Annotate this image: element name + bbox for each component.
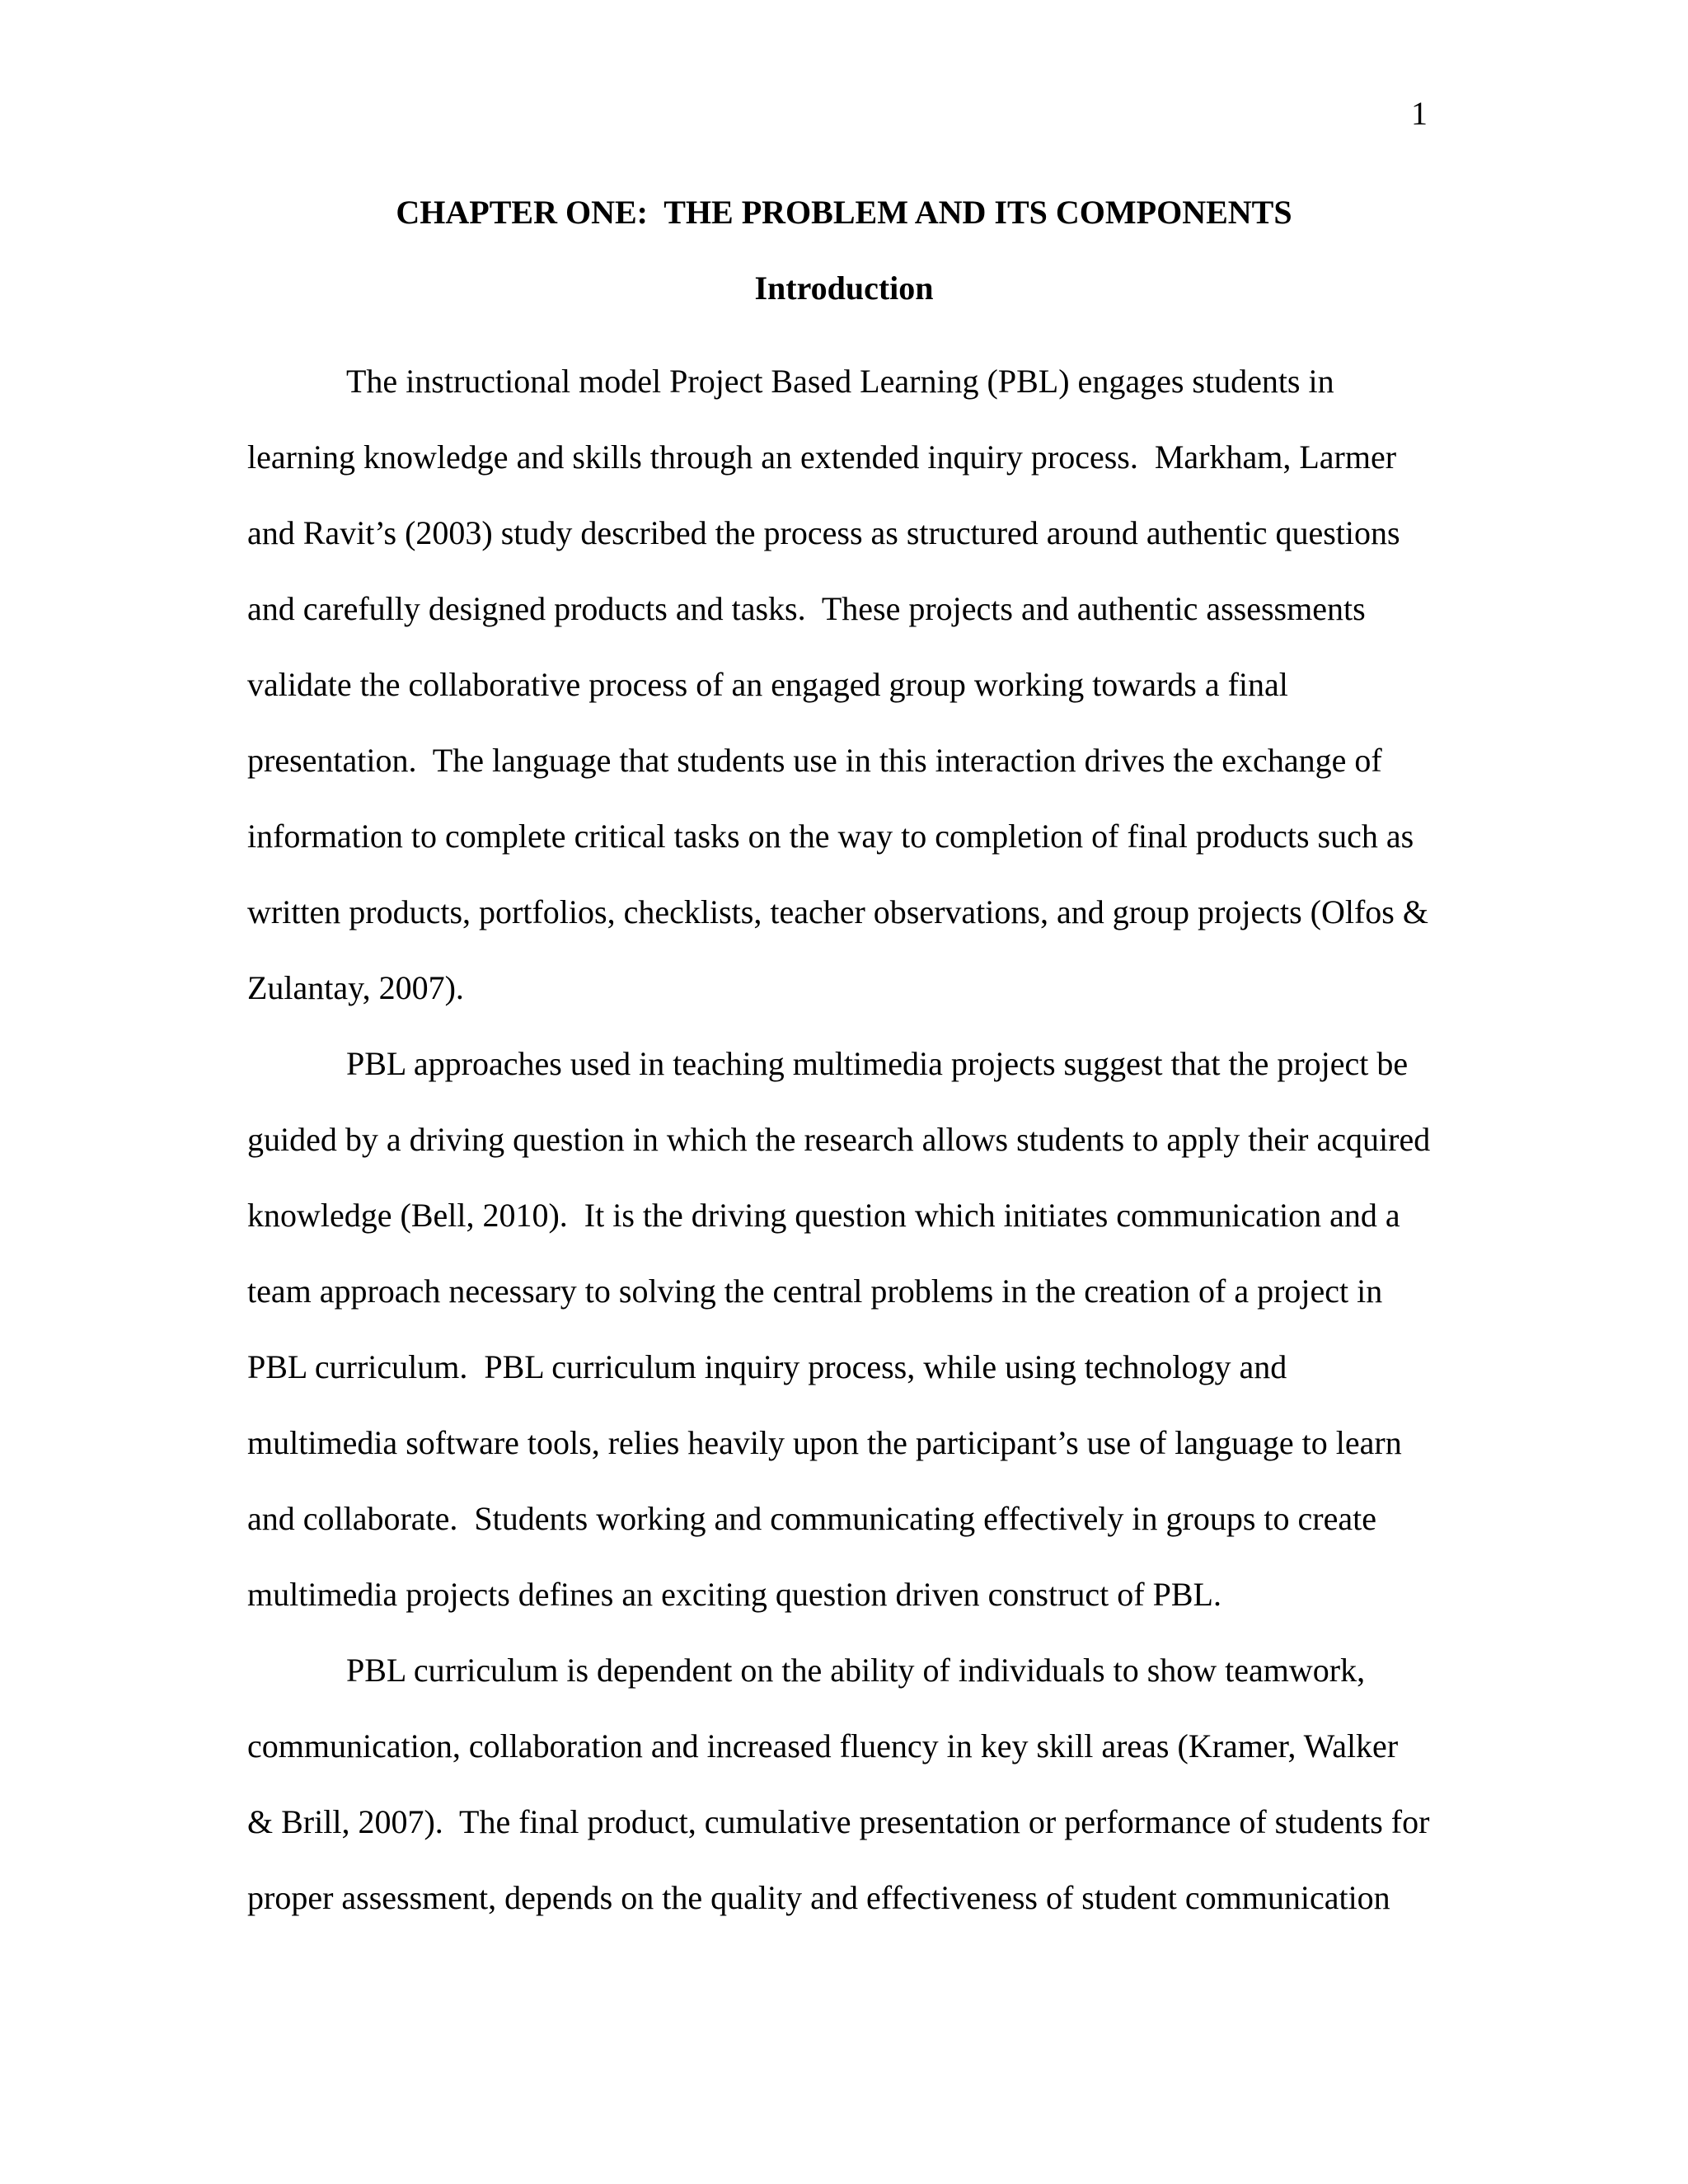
paragraph-3 [247, 1633, 1428, 1936]
body-text [247, 344, 1431, 1936]
paragraph-line: Zulantay, 2007). [247, 969, 464, 1006]
paragraph-line: multimedia projects defines an exciting question driven construct of PBL. [247, 1576, 1221, 1613]
paragraph-line: validate the collaborative process of an engaged group working towards a final [247, 666, 1288, 703]
paragraph-line: PBL curriculum is dependent on the ability of individuals to show teamwork, [346, 1652, 1366, 1689]
paragraph-line: information to complete critical tasks on the way to completion of final products such as [247, 818, 1414, 855]
paragraph-line: and collaborate. Students working and communicating effectively in groups to create [247, 1500, 1376, 1537]
chapter-title: CHAPTER ONE: THE PROBLEM AND ITS COMPONENTS [396, 194, 1292, 231]
paragraph-line: team approach necessary to solving the central problems in the creation of a project in [247, 1272, 1383, 1310]
paragraph-line: communication, collaboration and increased fluency in key skill areas (Kramer, Walker [247, 1727, 1399, 1765]
paragraph-line: and Ravit’s (2003) study described the process as structured around authentic questions [247, 514, 1400, 551]
paragraph-line: multimedia software tools, relies heavily upon the participant’s use of language to learn [247, 1424, 1402, 1461]
paragraph-line: proper assessment, depends on the quality and effectiveness of student communication [247, 1879, 1390, 1916]
paragraph-line: The instructional model Project Based Learning (PBL) engages students in [346, 363, 1334, 400]
page-number: 1 [1411, 95, 1428, 132]
paragraph-line: PBL curriculum. PBL curriculum inquiry process, while using technology and [247, 1348, 1287, 1385]
paragraph-line: written products, portfolios, checklists, teacher observations, and group projects (Olfos & [247, 893, 1428, 930]
paragraph-line: learning knowledge and skills through an extended inquiry process. Markham, Larmer [247, 438, 1397, 476]
section-title: Introduction [754, 269, 934, 307]
paragraph-line: presentation. The language that students use in this interaction drives the exchange of [247, 742, 1382, 779]
paragraph-line: & Brill, 2007). The final product, cumulative presentation or performance of students for [247, 1803, 1430, 1840]
paragraph-1 [247, 344, 1428, 1026]
paragraph-2 [247, 1026, 1431, 1633]
paragraph-line: PBL approaches used in teaching multimedia projects suggest that the project be [346, 1045, 1409, 1082]
paragraph-line: and carefully designed products and tasks. These projects and authentic assessments [247, 590, 1366, 627]
paragraph-line: knowledge (Bell, 2010). It is the driving question which initiates communication and a [247, 1197, 1400, 1234]
paragraph-line: guided by a driving question in which the research allows students to apply their acquired [247, 1121, 1431, 1158]
